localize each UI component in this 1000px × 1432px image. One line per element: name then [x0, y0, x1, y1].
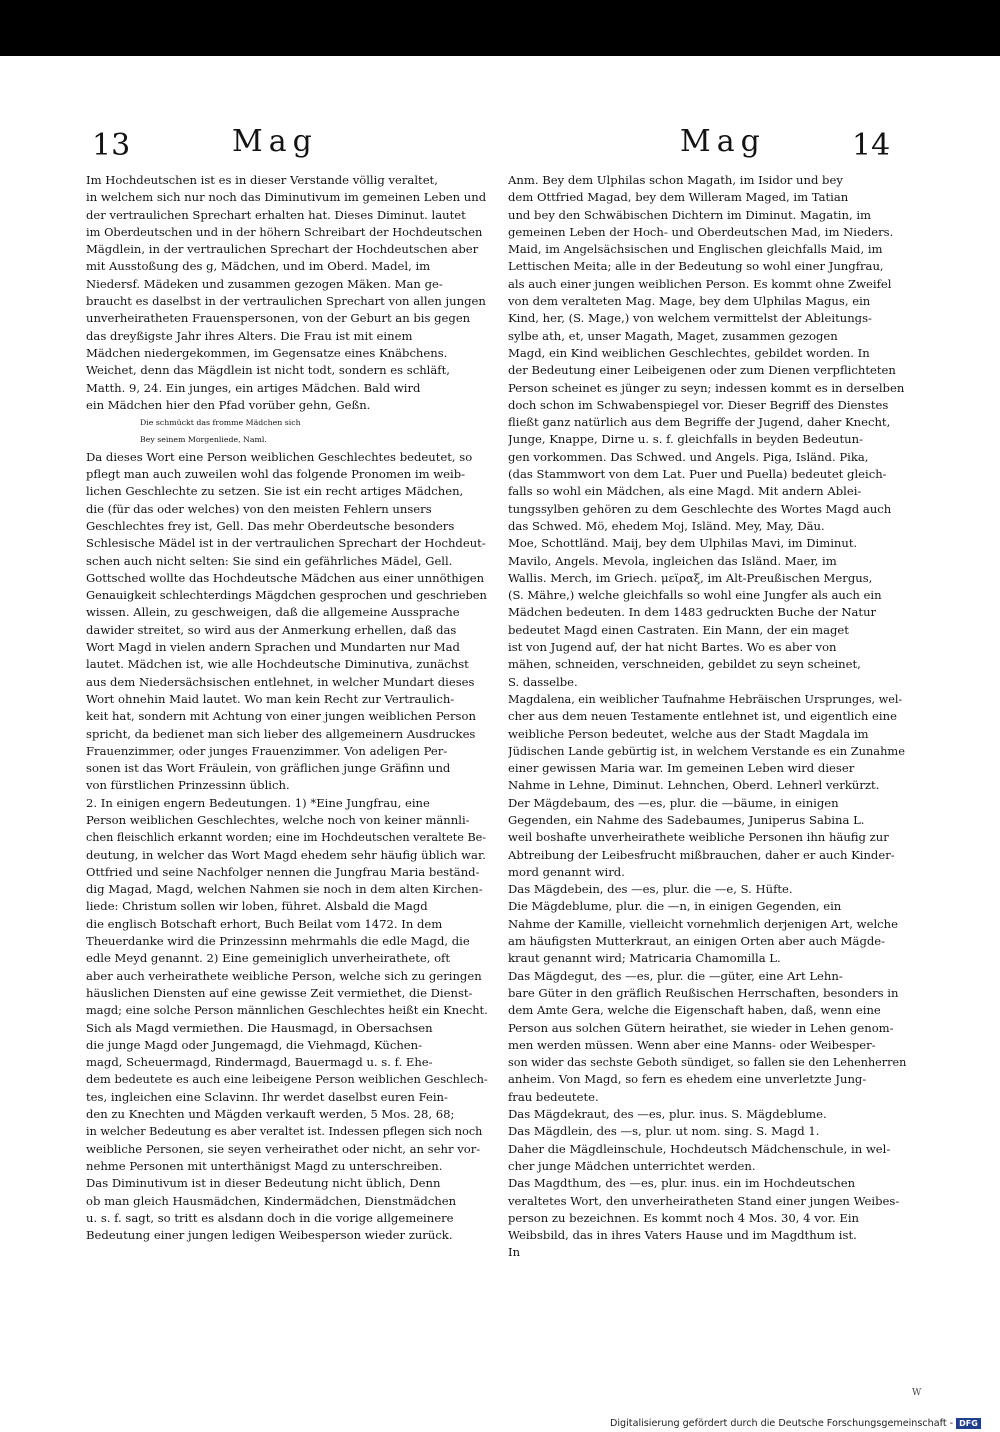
text-line: son wider das sechste Geboth sündiget, so fallen sie den Lehenherren [508, 1056, 907, 1070]
text-line: keit hat, sondern mit Achtung von einer jungen weiblichen Person [86, 709, 476, 724]
text-line: der vertraulichen Sprechart erhalten hat. Dieses Diminut. lautet [86, 207, 466, 222]
text-line: Mavilo, Angels. Mevola, ingleichen das Isländ. Maer, im [508, 553, 837, 568]
text-line: die englisch Botschaft erhort, Buch Beilat vom 1472. In dem [86, 916, 443, 931]
text-line: Mädchen bedeuten. In dem 1483 gedruckten Buche der Natur [508, 605, 877, 620]
text-line: unverheiratheten Frauenspersonen, von der Geburt an bis gegen [86, 311, 471, 326]
text-line: Frauenzimmer, oder junges Frauenzimmer. Von adeligen Per- [86, 743, 448, 758]
text-line: Anm. Bey dem Ulphilas schon Magath, im Isidor und bey [508, 173, 843, 187]
text-line: Daher die Mägdleinschule, Hochdeutsch Mädchenschule, in wel- [508, 1141, 891, 1156]
text-line: aus dem Niedersächsischen entlehnet, in welcher Mundart dieses [86, 674, 475, 689]
text-line: cher aus dem neuen Testamente entlehnet ist, und eigentlich eine [508, 709, 897, 724]
text-line: Niedersf. Mädeken und zusammen gezogen Mäken. Man ge- [86, 276, 443, 291]
text-line: Das Mägdekraut, des —es, plur. inus. S. Mägdeblume. [508, 1107, 827, 1122]
text-line: magd, Scheuermagd, Rindermagd, Bauermagd u. s. f. Ehe- [86, 1055, 433, 1070]
text-line: Person weiblichen Geschlechtes, welche noch von keiner männli- [86, 812, 470, 827]
text-line: der Bedeutung einer Leibeigenen oder zum Dienen verpflichteten [508, 363, 896, 378]
footer-text: Digitalisierung gefördert durch die Deutsche Forschungsgemeinschaft - [610, 1418, 954, 1429]
text-line: Junge, Knappe, Dirne u. s. f. gleichfalls in beyden Bedeutun- [508, 432, 863, 447]
text-line: Mädchen niedergekommen, im Gegensatze eines Knäbchens. [86, 345, 448, 360]
text-line: doch schon im Schwabenspiegel vor. Dieser Begriff des Dienstes [508, 397, 889, 412]
page-number-left: 13 [92, 128, 131, 163]
text-line: die junge Magd oder Jungemagd, die Viehmagd, Küchen- [86, 1037, 423, 1052]
text-line: deutung, in welcher das Wort Magd ehedem sehr häufig üblich war. [86, 847, 486, 862]
text-line: veraltetes Wort, den unverheiratheten Stand einer jungen Weibes- [508, 1193, 900, 1208]
scan-top-bar [0, 0, 1000, 56]
text-line: Gegenden, ein Nahme des Sadebaumes, Juniperus Sabina L. [508, 812, 865, 827]
text-line: weibliche Personen, sie seyen verheirathet oder nicht, an sehr vor- [86, 1141, 481, 1156]
text-line: person zu bezeichnen. Es kommt noch 4 Mos. 30, 4 vor. Ein [508, 1210, 860, 1225]
text-line: Weibsbild, das in ihres Vaters Hause und im Magdthum ist. [508, 1228, 857, 1243]
text-line: Wallis. Merch, im Griech. μεϊραξ, im Alt-Preußischen Mergus, [508, 570, 873, 585]
text-line: sonen ist das Wort Fräulein, von gräflichen junge Gräfinn und [86, 761, 451, 776]
text-line: das Schwed. Mö, ehedem Moj, Isländ. Mey, May, Däu. [508, 518, 825, 533]
text-line: von fürstlichen Prinzessinn üblich. [86, 778, 290, 793]
text-line: falls so wohl ein Mädchen, als eine Magd. Mit andern Ablei- [508, 484, 862, 499]
text-line: chen fleischlich erkannt worden; eine im Hochdeutschen veraltete Be- [86, 831, 487, 845]
text-line: Person aus solchen Gütern heirathet, sie wieder in Lehen genom- [508, 1020, 894, 1035]
text-line: anheim. Von Magd, so fern es ehedem eine unverletzte Jung- [508, 1072, 867, 1087]
text-line: das dreyßigste Jahr ihres Alters. Die Frau ist mit einem [86, 328, 413, 343]
text-line: Wort ohnehin Maid lautet. Wo man kein Recht zur Vertraulich- [86, 691, 455, 706]
text-line: Das Magdthum, des —es, plur. inus. ein im Hochdeutschen [508, 1176, 856, 1191]
text-line: S. dasselbe. [508, 674, 578, 689]
text-line: Matth. 9, 24. Ein junges, ein artiges Mädchen. Bald wird [86, 380, 421, 395]
text-line: Theuerdanke wird die Prinzessinn mehrmahls die edle Magd, die [86, 934, 470, 949]
text-line: tes, ingleichen eine Sclavinn. Ihr werdet daselbst euren Fein- [86, 1089, 448, 1104]
right-text-column [508, 172, 908, 1262]
text-line: ein Mädchen hier den Pfad vorüber gehn, Geßn. [86, 397, 371, 412]
text-line: bedeutet Magd einen Castraten. Ein Mann, der ein maget [508, 622, 849, 637]
text-line: Bedeutung einer jungen ledigen Weibesperson wieder zurück. [86, 1228, 453, 1243]
text-line: Maid, im Angelsächsischen und Englischen gleichfalls Maid, im [508, 242, 883, 257]
running-head-left: Mag [232, 124, 318, 159]
text-line: Nahme der Kamille, vielleicht vornehmlich derjenigen Art, welche [508, 916, 898, 931]
text-line: lichen Geschlechte zu setzen. Sie ist ein recht artiges Mädchen, [86, 484, 464, 499]
text-line: frau bedeutete. [508, 1089, 599, 1104]
text-line: Im Hochdeutschen ist es in dieser Verstande völlig veraltet, [86, 173, 438, 187]
text-line: cher junge Mädchen unterrichtet werden. [508, 1158, 756, 1173]
text-line: von dem veralteten Mag. Mage, bey dem Ulphilas Magus, ein [508, 294, 871, 309]
text-line: und bey den Schwäbischen Dichtern im Diminut. Magatin, im [508, 207, 872, 222]
text-line: Genauigkeit schlechterdings Mägdchen gesprochen und geschrieben [86, 588, 487, 603]
text-line: Bey seinem Morgenliede, Naml. [140, 435, 267, 445]
text-line: Magd, ein Kind weiblichen Geschlechtes, gebildet worden. In [508, 345, 870, 360]
text-line: als auch einer jungen weiblichen Person. Es kommt ohne Zweifel [508, 276, 892, 291]
text-line: (S. Mähre,) welche gleichfalls so wohl eine Jungfer als auch ein [508, 588, 882, 603]
text-line: dem Amte Gera, welche die Eigenschaft haben, daß, wenn eine [508, 1003, 881, 1018]
text-line: Gottsched wollte das Hochdeutsche Mädchen aus einer unnöthigen [86, 570, 485, 585]
text-line: tungssylben gehören zu dem Geschlechte des Wortes Magd auch [508, 501, 892, 516]
text-line: Ottfried und seine Nachfolger nennen die Jungfrau Maria beständ- [86, 864, 480, 879]
text-line: spricht, da bedienet man sich lieber des allgemeinern Ausdruckes [86, 726, 476, 741]
text-line: Die schmückt das fromme Mädchen sich [140, 418, 301, 428]
text-line: bare Güter in den gräflich Reußischen Herrschaften, besonders in [508, 985, 899, 1000]
folio-mark: W [912, 1388, 922, 1398]
text-line: Die Mägdeblume, plur. die —n, in einigen Gegenden, ein [508, 899, 842, 914]
text-line: magd; eine solche Person männlichen Geschlechtes heißt ein Knecht. [86, 1003, 488, 1018]
text-line: braucht es daselbst in der vertraulichen Sprechart von allen jungen [86, 294, 486, 309]
text-line: kraut genannt wird; Matricaria Chamomilla L. [508, 951, 781, 966]
text-line: Mägdlein, in der vertraulichen Sprechart der Hochdeutschen aber [86, 242, 479, 257]
text-line: Nahme in Lehne, Diminut. Lehnchen, Oberd. Lehnerl verkürzt. [508, 778, 880, 793]
text-line: schen auch nicht selten: Sie sind ein gefährliches Mädel, Gell. [86, 553, 453, 568]
text-line: Magdalena, ein weiblicher Taufnahme Hebräischen Ursprunges, wel- [508, 692, 903, 706]
text-line: lautet. Mädchen ist, wie alle Hochdeutsche Diminutiva, zunächst [86, 657, 469, 672]
text-line: gen vorkommen. Das Schwed. und Angels. Piga, Isländ. Pika, [508, 449, 869, 464]
text-line: ob man gleich Hausmädchen, Kindermädchen, Dienstmädchen [86, 1193, 457, 1208]
footer-credit [610, 1418, 981, 1429]
text-line: aber auch verheirathete weibliche Person, welche sich zu geringen [86, 968, 482, 983]
text-line: In [508, 1245, 521, 1260]
text-line: dig Magad, Magd, welchen Nahmen sie noch in dem alten Kirchen- [86, 882, 483, 897]
text-line: mit Ausstoßung des g, Mädchen, und im Oberd. Madel, im [86, 259, 431, 274]
text-line: u. s. f. sagt, so tritt es alsdann doch in die vorige allgemeinere [86, 1210, 454, 1225]
text-line: Schlesische Mädel ist in der vertraulichen Sprechart der Hochdeut- [86, 536, 486, 551]
text-line: Lettischen Meita; alle in der Bedeutung so wohl einer Jungfrau, [508, 259, 884, 274]
running-head-right: Mag [680, 124, 766, 159]
text-line: men werden müssen. Wenn aber eine Manns- oder Weibesper- [508, 1037, 876, 1052]
text-line: fließt ganz natürlich aus dem Begriffe der Jugend, daher Knecht, [508, 415, 891, 430]
text-line: Weichet, denn das Mägdlein ist nicht todt, sondern es schläft, [86, 363, 450, 378]
text-line: (das Stammwort von dem Lat. Puer und Puella) bedeutet gleich- [508, 467, 887, 482]
text-line: Jüdischen Lande gebürtig ist, in welchem Verstande es ein Zunahme [508, 743, 905, 758]
text-line: nehme Personen mit unterthänigst Magd zu unterschreiben. [86, 1158, 443, 1173]
text-line: Kind, her, (S. Mage,) von welchem vermittelst der Ableitungs- [508, 311, 872, 326]
text-line: Das Mägdlein, des —s, plur. ut nom. sing. S. Magd 1. [508, 1124, 820, 1139]
text-line: wissen. Allein, zu geschweigen, daß die allgemeine Aussprache [86, 605, 460, 620]
text-line: einer gewissen Maria war. Im gemeinen Leben wird dieser [508, 761, 855, 776]
text-line: Sich als Magd vermiethen. Die Hausmagd, in Obersachsen [86, 1020, 433, 1035]
text-line: im Oberdeutschen und in der höhern Schreibart der Hochdeutschen [86, 224, 483, 239]
text-line: in welcher Bedeutung es aber veraltet ist. Indessen pflegen sich noch [86, 1125, 483, 1139]
text-line: die (für das oder welches) von den meisten Fehlern unsers [86, 501, 432, 516]
text-line: Der Mägdebaum, des —es, plur. die —bäume, in einigen [508, 795, 839, 810]
text-line: am häufigsten Mutterkraut, an einigen Orten aber auch Mägde- [508, 934, 886, 949]
text-line: edle Meyd genannt. 2) Eine gemeiniglich unverheirathete, oft [86, 951, 451, 966]
text-line: Abtreibung der Leibesfrucht mißbrauchen, daher er auch Kinder- [508, 847, 895, 862]
text-line: 2. In einigen engern Bedeutungen. 1) *Eine Jungfrau, eine [86, 795, 430, 810]
text-line: dawider streitet, so wird aus der Anmerkung erhellen, daß das [86, 622, 457, 637]
text-line: mähen, schneiden, verschneiden, gebildet zu seyn scheinet, [508, 657, 861, 672]
text-line: in welchem sich nur noch das Diminutivum im gemeinen Leben und [86, 190, 487, 205]
text-line: dem bedeutete es auch eine leibeigene Person weiblichen Geschlech- [86, 1072, 488, 1087]
text-line: Das Mägdebein, des —es, plur. die —e, S. Hüfte. [508, 882, 793, 897]
text-line: sylbe ath, et, unser Magath, Maget, zusammen gezogen [508, 328, 838, 343]
text-line: Wort Magd in vielen andern Sprachen und Mundarten nur Mad [86, 640, 460, 655]
text-line: liede: Christum sollen wir loben, führet. Alsbald die Magd [86, 899, 428, 914]
text-line: weibliche Person bedeutet, welche aus der Stadt Magdala im [508, 726, 869, 741]
text-line: den zu Knechten und Mägden verkauft werden, 5 Mos. 28, 68; [86, 1107, 455, 1122]
text-line: Person scheinet es jünger zu seyn; indessen kommt es in derselben [508, 380, 905, 395]
text-line: Das Diminutivum ist in dieser Bedeutung nicht üblich, Denn [86, 1176, 441, 1191]
text-line: ist von Jugend auf, der hat nicht Bartes. Wo es aber von [508, 640, 837, 655]
text-line: gemeinen Leben der Hoch- und Oberdeutschen Mad, im Nieders. [508, 224, 894, 239]
text-line: Da dieses Wort eine Person weiblichen Geschlechtes bedeutet, so [86, 449, 473, 464]
text-line: Moe, Schottländ. Maij, bey dem Ulphilas Mavi, im Diminut. [508, 536, 858, 551]
left-text-column [86, 172, 488, 1244]
page-number-right: 14 [852, 128, 891, 163]
text-line: weil boshafte unverheirathete weibliche Personen ihn häufig zur [508, 830, 889, 845]
dfg-logo: DFG [956, 1418, 981, 1429]
text-line: Geschlechtes frey ist, Gell. Das mehr Oberdeutsche besonders [86, 518, 455, 533]
text-line: häuslichen Diensten auf eine gewisse Zeit vermiethet, die Dienst- [86, 985, 473, 1000]
text-line: Das Mägdegut, des —es, plur. die —güter, eine Art Lehn- [508, 968, 843, 983]
text-line: dem Ottfried Magad, bey dem Willeram Maged, im Tatian [508, 190, 849, 205]
text-line: pflegt man auch zuweilen wohl das folgende Pronomen im weib- [86, 467, 466, 482]
text-line: mord genannt wird. [508, 864, 625, 879]
